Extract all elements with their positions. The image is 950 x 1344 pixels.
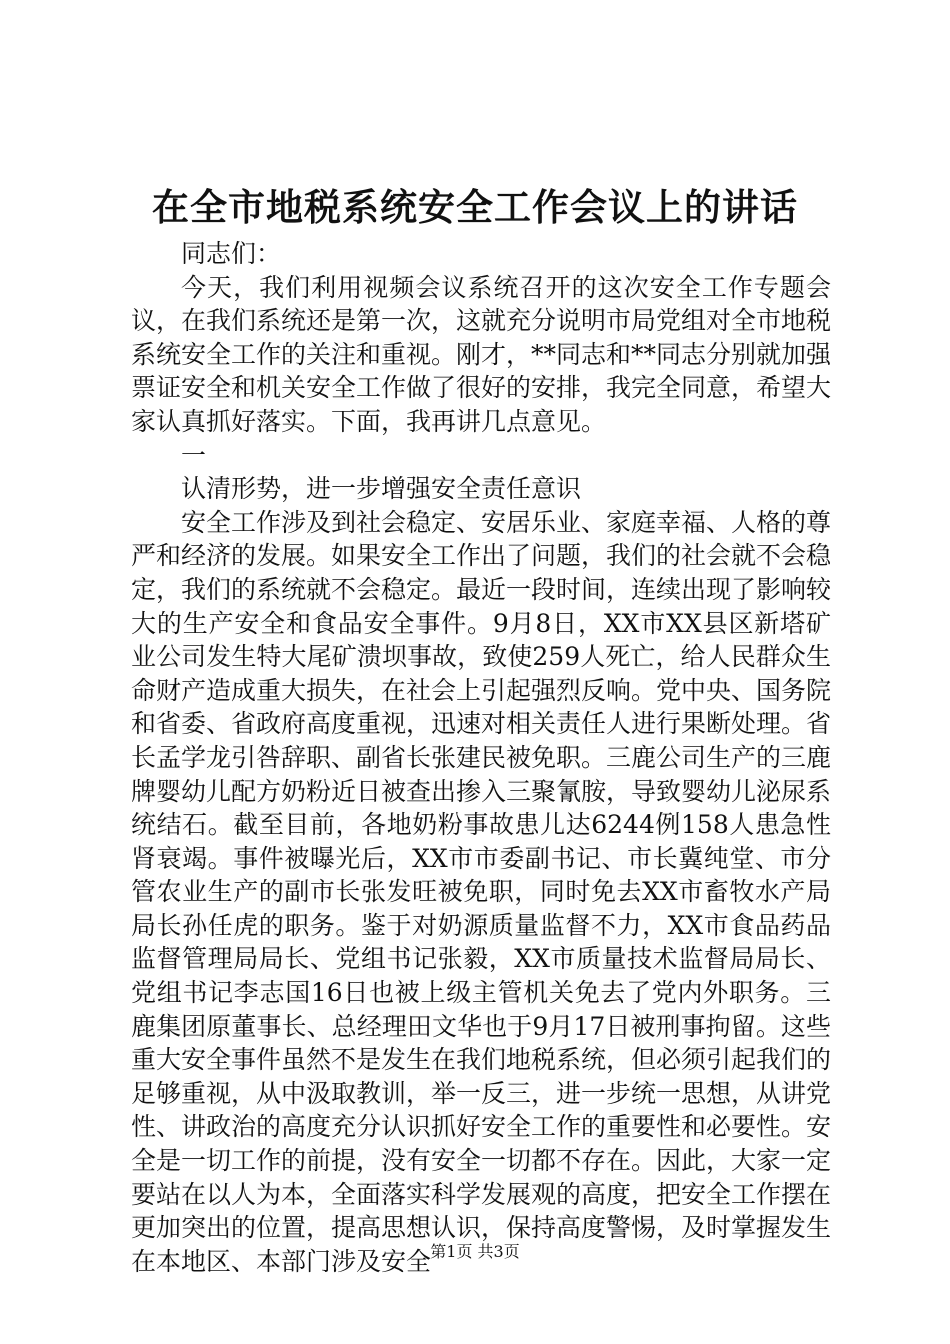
document-body	[131, 237, 831, 1278]
page-footer: 第1页 共3页	[430, 1242, 520, 1261]
salutation: 同志们：	[181, 239, 282, 268]
intro-paragraph: 今天，我们利用视频会议系统召开的这次安全工作专题会议，在我们系统还是第一次，这就充分说明市局党组对全市地税系统安全工作的关注和重视。刚才，**同志和**同志分别就加强票证安全和机关安全工作做了很好的安排，我完全同意，希望大家认真抓好落实。下面，我再讲几点意见。	[131, 272, 832, 436]
document-title: 在全市地税系统安全工作会议上的讲话	[152, 185, 798, 229]
section-paragraph: 安全工作涉及到社会稳定、安居乐业、家庭幸福、人格的尊严和经济的发展。如果安全工作出了问题，我们的社会就不会稳定，我们的系统就不会稳定。最近一段时间，连续出现了影响较大的生产安全和食品安全事件。9月8日，XX市XX县区新塔矿业公司发生特大尾矿溃坝事故，致使259人死亡，给人民群众生命财产造成重大损失，在社会上引起强烈反响。党中央、国务院和省委、省政府高度重视，迅速对相关责任人进行果断处理。省长孟学龙引咎辞职、副省长张建民被免职。三鹿公司生产的三鹿牌婴幼儿配方奶粉近日被查出掺入三聚氰胺，导致婴幼儿泌尿系统结石。截至目前，各地奶粉事故患儿达6244例158人患急性肾衰竭。事件被曝光后，XX市市委副书记、市长冀纯堂、市分管农业生产的副市长张发旺被免职，同时免去XX市畜牧水产局局长孙任虎的职务。鉴于对奶源质量监督不力，XX市食品药品监督管理局局长、党组书记张毅，XX市质量技术监督局局长、党组书记李志国16日也被上级主管机关免去了党内外职务。三鹿集团原董事长、总经理田文华也于9月17日被刑事拘留。这些重大安全事件虽然不是发生在我们地税系统，但必须引起我们的足够重视，从中汲取教训，举一反三，进一步统一思想，从讲党性、讲政治的高度充分认识抓好安全工作的重要性和必要性。安全是一切工作的前提，没有安全一切都不存在。因此，大家一定要站在以人为本，全面落实科学发展观的高度，把安全工作摆在更加突出的位置，提高思想认识，保持高度警惕，及时掌握发生在本地区、本部门涉及安全	[131, 507, 832, 1276]
section-heading: 认清形势，进一步增强安全责任意识	[181, 474, 582, 504]
section-number: 一	[181, 440, 207, 470]
